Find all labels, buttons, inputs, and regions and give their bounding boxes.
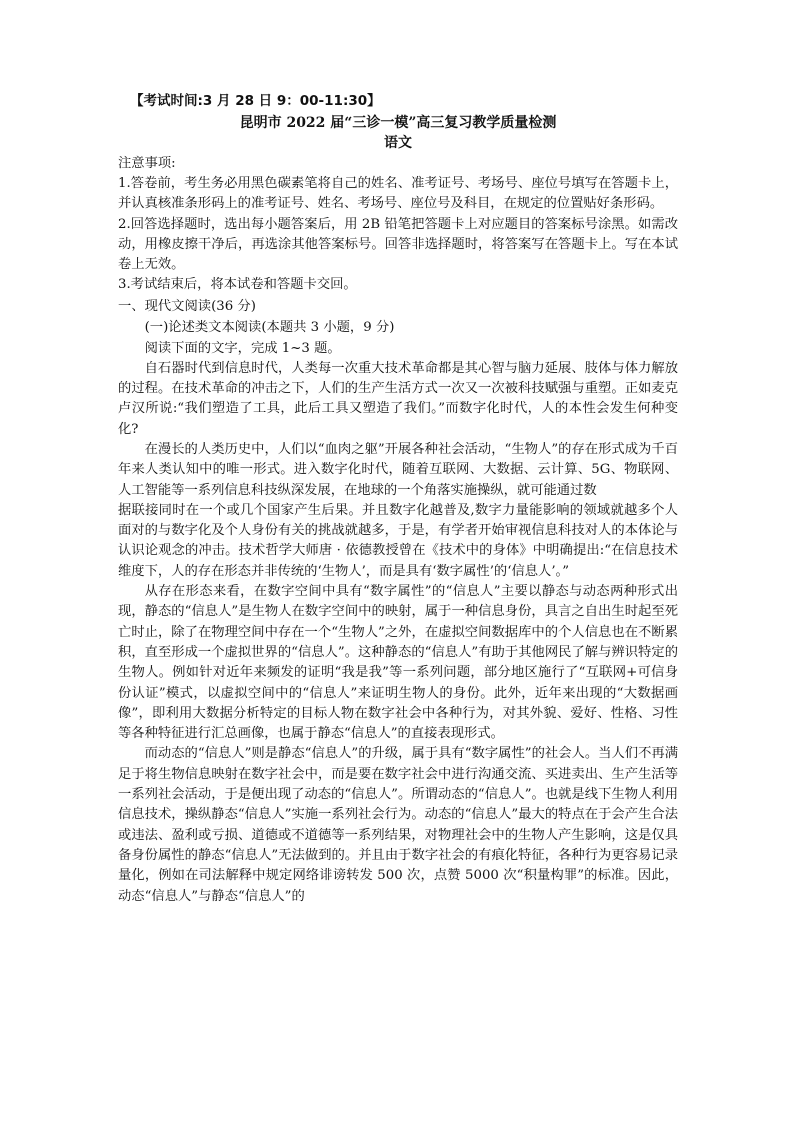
article-paragraph-2-continued: 据联接同时在一个或几个国家产生后果。并且数字化越普及,数字力量能影响的领域就越多个人面对的与数字化及个人身份有关的挑战就越多，于是，有学者开始审视信息科技对人的本体论与认识论观念的冲击。技术哲学大师唐 · 依德教授曾在《技术中的身体》中明确提出:“在信息技术维度下，人的存在形态并非传统的‘生物人’，而是具有‘数字属性’的‘信息人’。” (118, 502, 678, 579)
article-paragraph-4: 而动态的“信息人”则是静态“信息人”的升级，属于具有“数字属性”的社会人。当人们不再满足于将生物信息映射在数字社会中，而是要在数字社会中进行沟通交流、买进卖出、生产生活等一系列社会活动，于是便出现了动态的“信息人”。所谓动态的“信息人”。也就是线下生物人利用信息技术，操纵静态“信息人”实施一系列社会行为。动态的“信息人”最大的特点在于会产生合法或违法、盈利或亏损、道德或不道德等一系列结果，对物理社会中的生物人产生影响，这是仅具备身份属性的静态“信息人”无法做到的。并且由于数字社会的有痕化特征，各种行为更容易记录量化，例如在司法解释中规定网络诽谤转发 500 次，点赞 5000 次“积量构罪”的标准。因此，动态“信息人”与静态“信息人”的 (118, 746, 678, 904)
notice-heading: 注意事项: (118, 156, 176, 171)
subject-title: 语文 (384, 135, 412, 151)
notice-item-3: 3.考试结束后，将本试卷和答题卡交回。 (118, 277, 357, 293)
exam-page (118, 92, 678, 907)
notice-item-1: 1.答卷前，考生务必用黑色碳素笔将自己的姓名、准考证号、考场号、座位号填写在答题卡上，并认真核准条形码上的准考证号、姓名、考场号、座位号及科目，在规定的位置贴好条形码。 (118, 176, 678, 212)
article-paragraph-1: 自石器时代到信息时代，人类每一次重大技术革命都是其心智与脑力延展、肢体与体力解放的过程。在技术革命的冲击之下，人们的生产生活方式一次又一次被科技赋强与重塑。正如麦克卢汉所说:“我们塑造了工具，此后工具又塑造了我们。”而数字化时代，人的本性会发生何种变化? (118, 360, 678, 437)
notice-item-2: 2.回答选择题时，选出每小题答案后，用 2B 铅笔把答题卡上对应题目的答案标号涂黑。如需改动，用橡皮擦干净后，再选涂其他答案标号。回答非选择题时，将答案写在答题卡上。写在本试卷上无效。 (118, 216, 678, 273)
exam-time: 【考试时间:3 月 28 日 9：00-11:30】 (130, 93, 381, 109)
section-heading: 一、现代文阅读(36 分) (118, 298, 256, 314)
article-paragraph-3: 从存在形态来看，在数字空间中具有“数字属性”的“信息人”主要以静态与动态两种形式出现，静态的“信息人”是生物人在数字空间中的映射，属于一种信息身份，具言之自出生时起至死亡时止，除了在物理空间中存在一个“生物人”之外，在虚拟空间数据库中的个人信息也在不断累积，直至形成一个虚拟世界的“信息人”。这种静态的“信息人”有助于其他网民了解与辨识特定的生物人。例如针对近年来频发的证明“我是我”等一系列问题，部分地区施行了“互联网+可信身份认证”模式，以虚拟空间中的“信息人”来证明生物人的身份。此外，近年来出现的“大数据画像”，即利用大数据分析特定的目标人物在数字社会中各种行为，对其外貌、爱好、性格、习性等各种特征进行汇总画像，也属于静态“信息人”的直接表现形式。 (118, 584, 678, 742)
exam-title: 昆明市 2022 届“三诊一模”高三复习教学质量检测 (239, 115, 557, 131)
subsection-heading: (一)论述类文本阅读(本题共 3 小题，9 分) (144, 319, 395, 335)
article-paragraph-2: 在漫长的人类历史中，人们以“血肉之躯”开展各种社会活动，“生物人”的存在形式成为千百年来人类认知中的唯一形式。进入数字化时代，随着互联网、大数据、云计算、5G、物联网、人工智能等一系列信息科技纵深发展，在地球的一个角落实施操纵，就可能通过数 (118, 441, 678, 498)
reading-instruction: 阅读下面的文字，完成 1~3 题。 (144, 340, 341, 356)
